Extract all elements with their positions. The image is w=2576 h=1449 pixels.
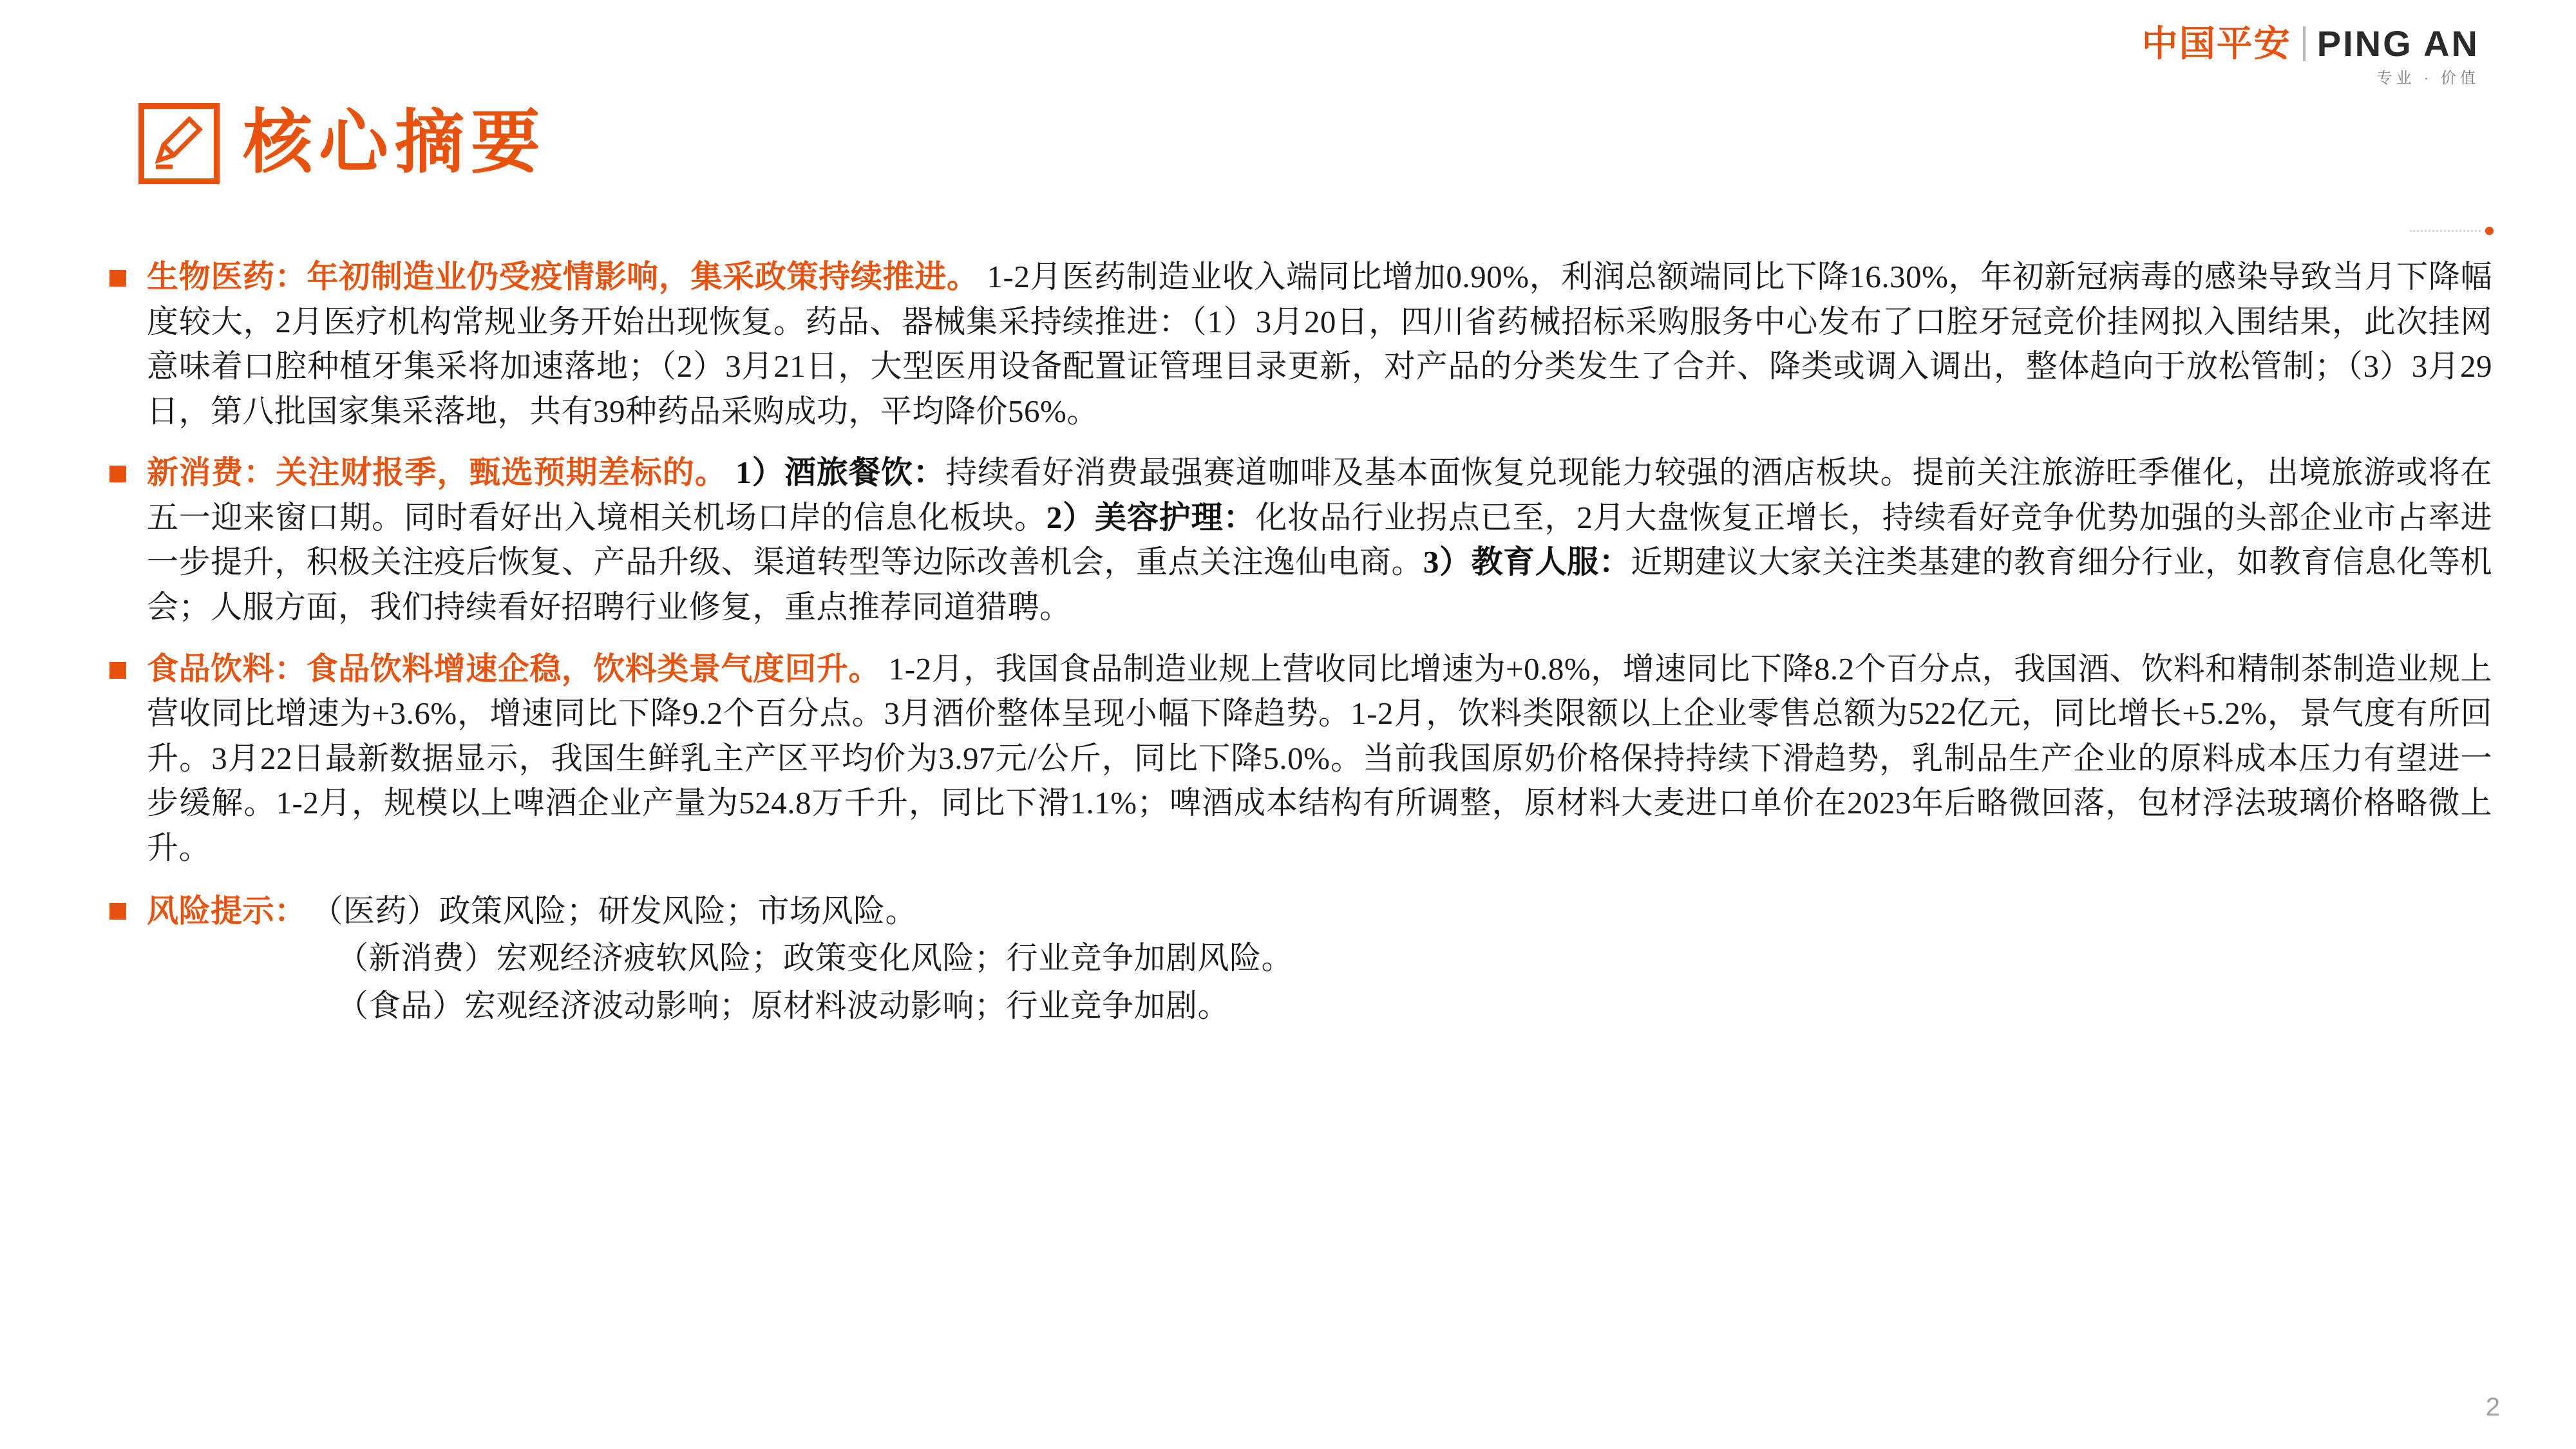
list-item-risk [109,887,2492,1030]
list-item [109,254,2492,433]
section-paragraph-food-beverage [147,647,2492,871]
brand-divider [2303,26,2306,61]
section-heading-biotech: 生物医药：年初制造业仍受疫情影响，集采政策持续推进。 [147,259,979,294]
bullet-square-icon [109,903,126,920]
section-text-food-beverage: 1-2月，我国食品制造业规上营收同比增速为+0.8%，增速同比下降8.2个百分点，我国酒、饮料和精制茶制造业规上营收同比增速为+3.6%，增速同比下降9.2个百分点。3月酒价整体呈现小幅下降趋势。1-2月，饮料类限额以上企业零售总额为522亿元，同比增长+5.2%，景气度有所回升。3月22日最新数据显示，我国生鲜乳主产区平均价为3.97元/公斤，同比下降5.0%。当前我国原奶价格保持持续下滑趋势，乳制品生产企业的原料成本压力有望进一步缓解。1-2月，规模以上啤酒企业产量为524.8万千升，同比下滑1.1%；啤酒成本结构有所调整，原材料大麦进口单价在2023年后略微回落，包材浮法玻璃价格略微上升。 [147,650,2492,866]
page-number: 2 [2485,1393,2500,1421]
list-item [109,647,2492,871]
brand-logo [2141,23,2479,87]
risk-line-first [147,887,2492,935]
brand-logo-row [2141,23,2479,64]
decorative-dot-rule [2410,227,2494,234]
bullet-square-icon [109,662,126,679]
page-title-block [138,103,547,184]
dot-rule-dot [2485,227,2494,235]
risk-item-wrapper [147,982,2492,1030]
brand-tagline: 专业 · 价值 [2376,70,2479,87]
summary-body [109,254,2492,1046]
risk-item-wrapper [147,934,2492,982]
section-heading-new-consumption: 新消费：关注财报季，甄选预期差标的。 [147,455,727,491]
risk-disclosure [147,887,2492,1030]
risk-item: （食品）宏观经济波动影响；原材料波动影响；行业竞争加剧。 [337,987,1230,1023]
list-item [109,450,2492,629]
risk-item: （新消费）宏观经济疲软风险；政策变化风险；行业竞争加剧风险。 [337,940,1294,976]
section-paragraph-new-consumption [147,450,2492,629]
bullet-square-icon [109,270,126,287]
section-text-biotech: 1-2月医药制造业收入端同比增加0.90%，利润总额端同比下降16.30%，年初新冠病毒的感染导致当月下降幅度较大，2月医疗机构常规业务开始出现恢复。药品、器械集采持续推进：（1）3月20日，四川省药械招标采购服务中心发布了口腔牙冠竞价挂网拟入围结果，此次挂网意味着口腔种植牙集采将加速落地；（2）3月21日，大型医用设备配置证管理目录更新，对产品的分类发生了合并、降类或调入调出，整体趋向于放松管制；（3）3月29日，第八批国家集采落地，共有39种药品采购成功，平均降价56%。 [147,259,2492,429]
pencil-square-icon [138,103,220,184]
risk-label: 风险提示： [147,893,307,929]
brand-name-cn: 中国平安 [2141,23,2291,64]
section-heading-food-beverage: 食品饮料：食品饮料增速企稳，饮料类景气度回升。 [147,650,880,687]
section-text-new-consumption: 1）酒旅餐饮：持续看好消费最强赛道咖啡及基本面恢复兑现能力较强的酒店板块。提前关注旅游旺季催化，出境旅游或将在五一迎来窗口期。同时看好出入境相关机场口岸的信息化板块。2）美容护理：化妆品行业拐点已至，2月大盘恢复正增长，持续看好竞争优势加强的头部企业市占率进一步提升，积极关注疫后恢复、产品升级、渠道转型等边际改善机会，重点关注逸仙电商。3）教育人服：近期建议大家关注类基建的教育细分行业，如教育信息化等机会；人服方面，我们持续看好招聘行业修复，重点推荐同道猎聘。 [147,455,2492,625]
page-title: 核心摘要 [243,105,547,182]
brand-name-en: PING AN [2316,23,2479,64]
dot-rule-line [2410,230,2481,233]
risk-item: （医药）政策风险；研发风险；市场风险。 [311,893,918,929]
bullet-square-icon [109,466,126,482]
section-paragraph-biotech [147,254,2492,433]
